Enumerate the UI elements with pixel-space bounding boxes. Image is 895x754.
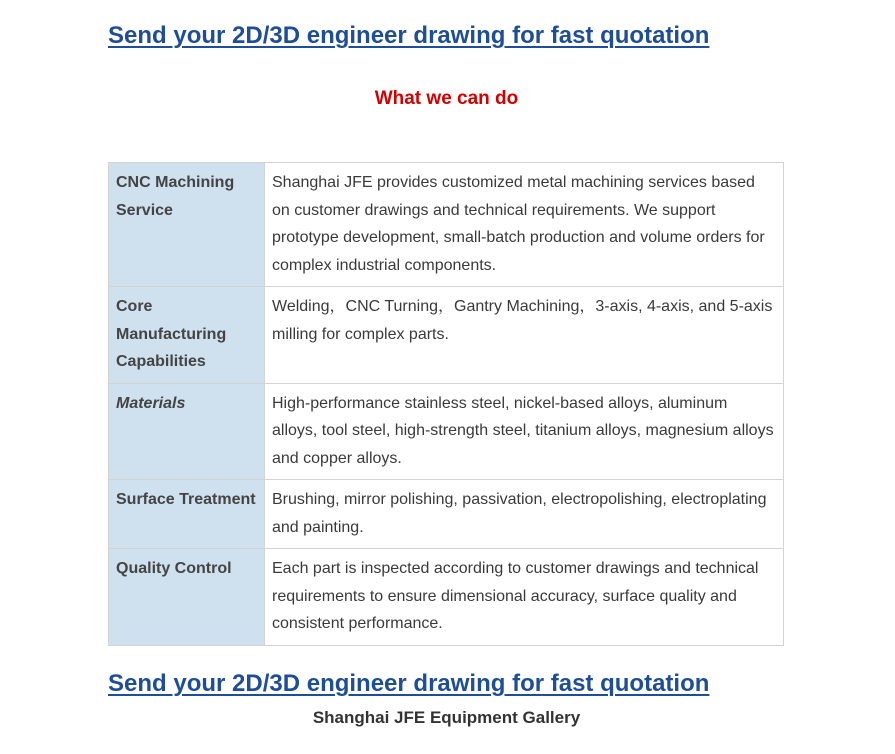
row-label-quality-control: Quality Control: [109, 549, 265, 646]
row-text-core-capabilities: Welding，CNC Turning，Gantry Machining，3-axis, 4-axis, and 5-axis milling for complex parts.: [265, 287, 784, 384]
row-text-surface-treatment: Brushing, mirror polishing, passivation, electropolishing, electroplating and painting.: [265, 480, 784, 549]
quote-link-bottom[interactable]: Send your 2D/3D engineer drawing for fast quotation: [108, 670, 710, 697]
row-label-surface-treatment: Surface Treatment: [109, 480, 265, 549]
table-row: [109, 480, 784, 549]
gallery-title: Shanghai JFE Equipment Gallery: [312, 708, 581, 727]
row-text-cnc-machining: Shanghai JFE provides customized metal machining services based on customer drawings and technical requirements. We support prototype development, small-batch production and volume orders for complex industrial components.: [265, 163, 784, 287]
table-row: [109, 287, 784, 384]
row-label-materials: Materials: [109, 383, 265, 480]
capabilities-table: [108, 162, 784, 646]
table-row: [109, 549, 784, 646]
row-text-quality-control: Each part is inspected according to customer drawings and technical requirements to ensure dimensional accuracy, surface quality and consistent performance.: [265, 549, 784, 646]
row-label-core-capabilities: Core Manufacturing Capabilities: [109, 287, 265, 384]
table-row: [109, 163, 784, 287]
row-text-materials: High-performance stainless steel, nickel-based alloys, aluminum alloys, tool steel, high-strength steel, titanium alloys, magnesium alloys and copper alloys.: [265, 383, 784, 480]
section-title: What we can do: [374, 88, 519, 109]
row-label-cnc-machining: CNC Machining Service: [109, 163, 265, 287]
table-row: [109, 383, 784, 480]
quote-link-top[interactable]: Send your 2D/3D engineer drawing for fast quotation: [108, 22, 710, 49]
